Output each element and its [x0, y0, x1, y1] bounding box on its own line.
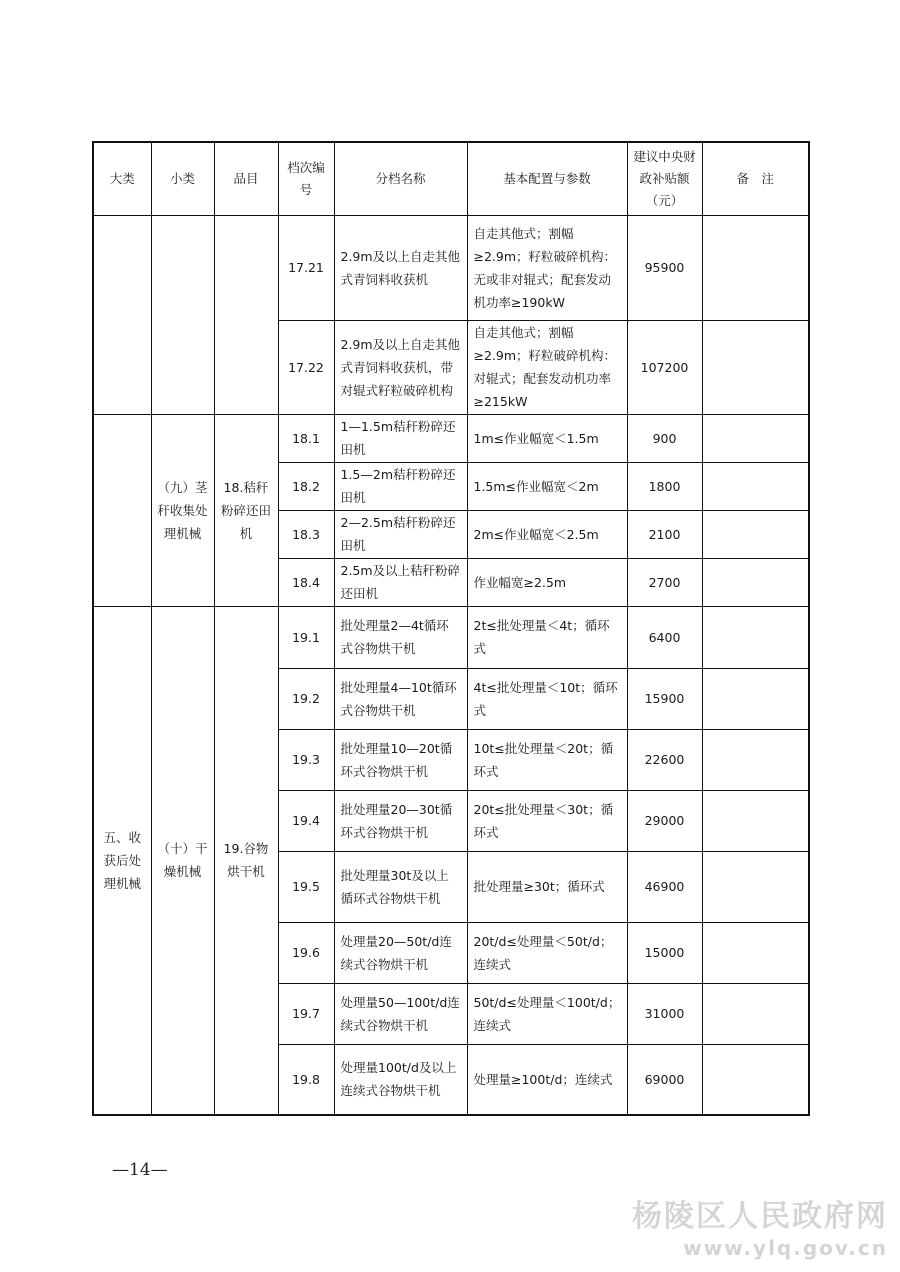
xiaolei-cell: （十）干燥机械: [151, 606, 214, 1115]
dalei-cell-empty: [93, 414, 151, 606]
row-code: 18.3: [278, 510, 334, 558]
row-code: 19.8: [278, 1044, 334, 1115]
header-xiaolei: 小类: [151, 142, 214, 215]
row-code: 19.3: [278, 729, 334, 790]
xiaolei-cell-empty: [151, 215, 214, 414]
watermark-site-url: www.ylq.gov.cn: [683, 1236, 888, 1260]
header-row: [93, 142, 809, 215]
row-remark: [702, 510, 809, 558]
row-config: 10t≤批处理量＜20t；循环式: [467, 729, 627, 790]
row-code: 19.5: [278, 851, 334, 922]
row-subsidy: 2100: [627, 510, 702, 558]
row-name: 处理量100t/d及以上连续式谷物烘干机: [334, 1044, 467, 1115]
dalei-cell-empty: [93, 215, 151, 414]
row-name: 处理量20—50t/d连续式谷物烘干机: [334, 922, 467, 983]
row-code: 19.6: [278, 922, 334, 983]
row-remark: [702, 922, 809, 983]
row-subsidy: 31000: [627, 983, 702, 1044]
row-config: 处理量≥100t/d；连续式: [467, 1044, 627, 1115]
row-subsidy: 6400: [627, 606, 702, 668]
row-remark: [702, 729, 809, 790]
header-beizhu: 备 注: [702, 142, 809, 215]
xiaolei-cell: （九）茎秆收集处理机械: [151, 414, 214, 606]
row-code: 18.4: [278, 558, 334, 606]
row-remark: [702, 215, 809, 320]
row-remark: [702, 606, 809, 668]
row-name: 2.9m及以上自走其他式青饲料收获机: [334, 215, 467, 320]
pinmu-cell: 18.秸秆粉碎还田机: [214, 414, 278, 606]
row-config: 作业幅宽≥2.5m: [467, 558, 627, 606]
watermark: [632, 1198, 888, 1260]
row-subsidy: 900: [627, 414, 702, 462]
row-remark: [702, 983, 809, 1044]
row-config: 1.5m≤作业幅宽＜2m: [467, 462, 627, 510]
row-subsidy: 15000: [627, 922, 702, 983]
row-name: 2.5m及以上秸秆粉碎还田机: [334, 558, 467, 606]
row-code: 18.1: [278, 414, 334, 462]
header-dalei: 大类: [93, 142, 151, 215]
row-name: 处理量50—100t/d连续式谷物烘干机: [334, 983, 467, 1044]
row-remark: [702, 790, 809, 851]
row-name: 1.5—2m秸秆粉碎还田机: [334, 462, 467, 510]
row-name: 批处理量20—30t循环式谷物烘干机: [334, 790, 467, 851]
header-pinmu: 品目: [214, 142, 278, 215]
dalei-cell: 五、收获后处理机械: [93, 606, 151, 1115]
row-name: 批处理量30t及以上循环式谷物烘干机: [334, 851, 467, 922]
row-config: 1m≤作业幅宽＜1.5m: [467, 414, 627, 462]
row-name: 1—1.5m秸秆粉碎还田机: [334, 414, 467, 462]
row-config: 2t≤批处理量＜4t；循环式: [467, 606, 627, 668]
row-config: 批处理量≥30t；循环式: [467, 851, 627, 922]
header-fendang: 分档名称: [334, 142, 467, 215]
row-config: 自走其他式；割幅≥2.9m；籽粒破碎机构：对辊式；配套发动机功率≥215kW: [467, 320, 627, 414]
row-subsidy: 22600: [627, 729, 702, 790]
table-row: [93, 215, 809, 320]
row-subsidy: 107200: [627, 320, 702, 414]
header-butie: 建议中央财政补贴额（元）: [627, 142, 702, 215]
header-peizhi: 基本配置与参数: [467, 142, 627, 215]
table-row: [93, 606, 809, 668]
row-subsidy: 1800: [627, 462, 702, 510]
watermark-site-name: 杨陵区人民政府网: [632, 1199, 888, 1234]
row-subsidy: 46900: [627, 851, 702, 922]
row-config: 4t≤批处理量＜10t；循环式: [467, 668, 627, 729]
row-name: 批处理量2—4t循环式谷物烘干机: [334, 606, 467, 668]
pinmu-cell: 19.谷物烘干机: [214, 606, 278, 1115]
row-config: 20t≤批处理量＜30t；循环式: [467, 790, 627, 851]
row-config: 20t/d≤处理量＜50t/d；连续式: [467, 922, 627, 983]
row-config: 自走其他式；割幅≥2.9m；籽粒破碎机构：无或非对辊式；配套发动机功率≥190kW: [467, 215, 627, 320]
row-name: 2—2.5m秸秆粉碎还田机: [334, 510, 467, 558]
row-config: 50t/d≤处理量＜100t/d；连续式: [467, 983, 627, 1044]
row-code: 17.21: [278, 215, 334, 320]
row-code: 19.2: [278, 668, 334, 729]
row-code: 19.1: [278, 606, 334, 668]
row-subsidy: 15900: [627, 668, 702, 729]
page-number: —14—: [112, 1160, 168, 1180]
row-remark: [702, 851, 809, 922]
row-remark: [702, 668, 809, 729]
row-remark: [702, 320, 809, 414]
row-name: 批处理量4—10t循环式谷物烘干机: [334, 668, 467, 729]
row-name: 2.9m及以上自走其他式青饲料收获机，带对辊式籽粒破碎机构: [334, 320, 467, 414]
subsidy-table: [92, 141, 810, 1116]
row-code: 19.7: [278, 983, 334, 1044]
pinmu-cell-empty: [214, 215, 278, 414]
header-dangci: 档次编号: [278, 142, 334, 215]
table-row: [93, 414, 809, 462]
row-code: 17.22: [278, 320, 334, 414]
row-remark: [702, 462, 809, 510]
row-code: 18.2: [278, 462, 334, 510]
row-config: 2m≤作业幅宽＜2.5m: [467, 510, 627, 558]
row-remark: [702, 414, 809, 462]
row-name: 批处理量10—20t循环式谷物烘干机: [334, 729, 467, 790]
row-subsidy: 2700: [627, 558, 702, 606]
row-remark: [702, 1044, 809, 1115]
row-remark: [702, 558, 809, 606]
row-code: 19.4: [278, 790, 334, 851]
row-subsidy: 29000: [627, 790, 702, 851]
row-subsidy: 95900: [627, 215, 702, 320]
row-subsidy: 69000: [627, 1044, 702, 1115]
